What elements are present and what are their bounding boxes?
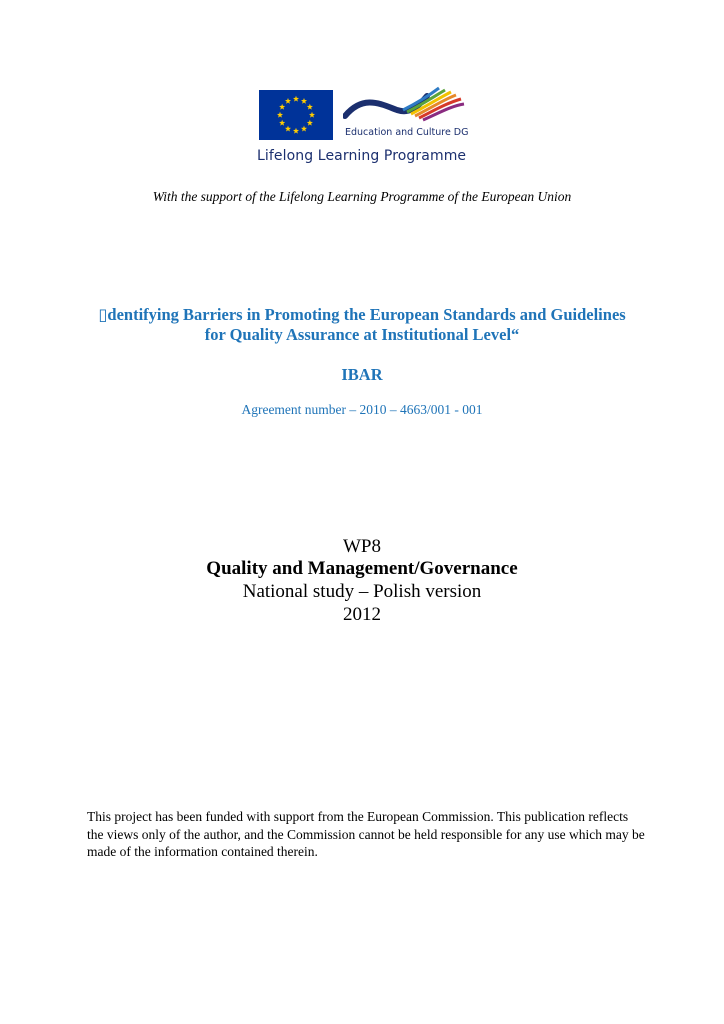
project-title-line-2: for Quality Assurance at Institutional Level“	[204, 325, 520, 344]
programme-label: Lifelong Learning Programme	[257, 148, 467, 164]
project-acronym: IBAR	[341, 365, 383, 384]
agreement-number: Agreement number – 2010 – 4663/001 - 001	[241, 402, 483, 417]
eu-flag-icon	[259, 90, 333, 140]
work-package-code: WP8	[343, 536, 381, 557]
work-package-year: 2012	[343, 604, 381, 625]
work-package-title: Quality and Management/Governance	[206, 558, 518, 579]
lifelong-learning-logo	[255, 84, 469, 172]
project-title-line-1: ▯dentifying Barriers in Promoting the European Standards and Guidelines	[98, 305, 626, 324]
support-line: With the support of the Lifelong Learning Programme of the European Union	[152, 189, 572, 204]
dg-label: Education and Culture DG	[345, 127, 469, 138]
funding-disclaimer: This project has been funded with support from the European Commission. This publication reflects the views only of the author, and the Commission cannot be held responsible for any use which may be made of the information contained therein.	[87, 809, 645, 859]
work-package-subtitle: National study – Polish version	[242, 581, 482, 602]
education-culture-swoosh-icon	[343, 86, 465, 126]
